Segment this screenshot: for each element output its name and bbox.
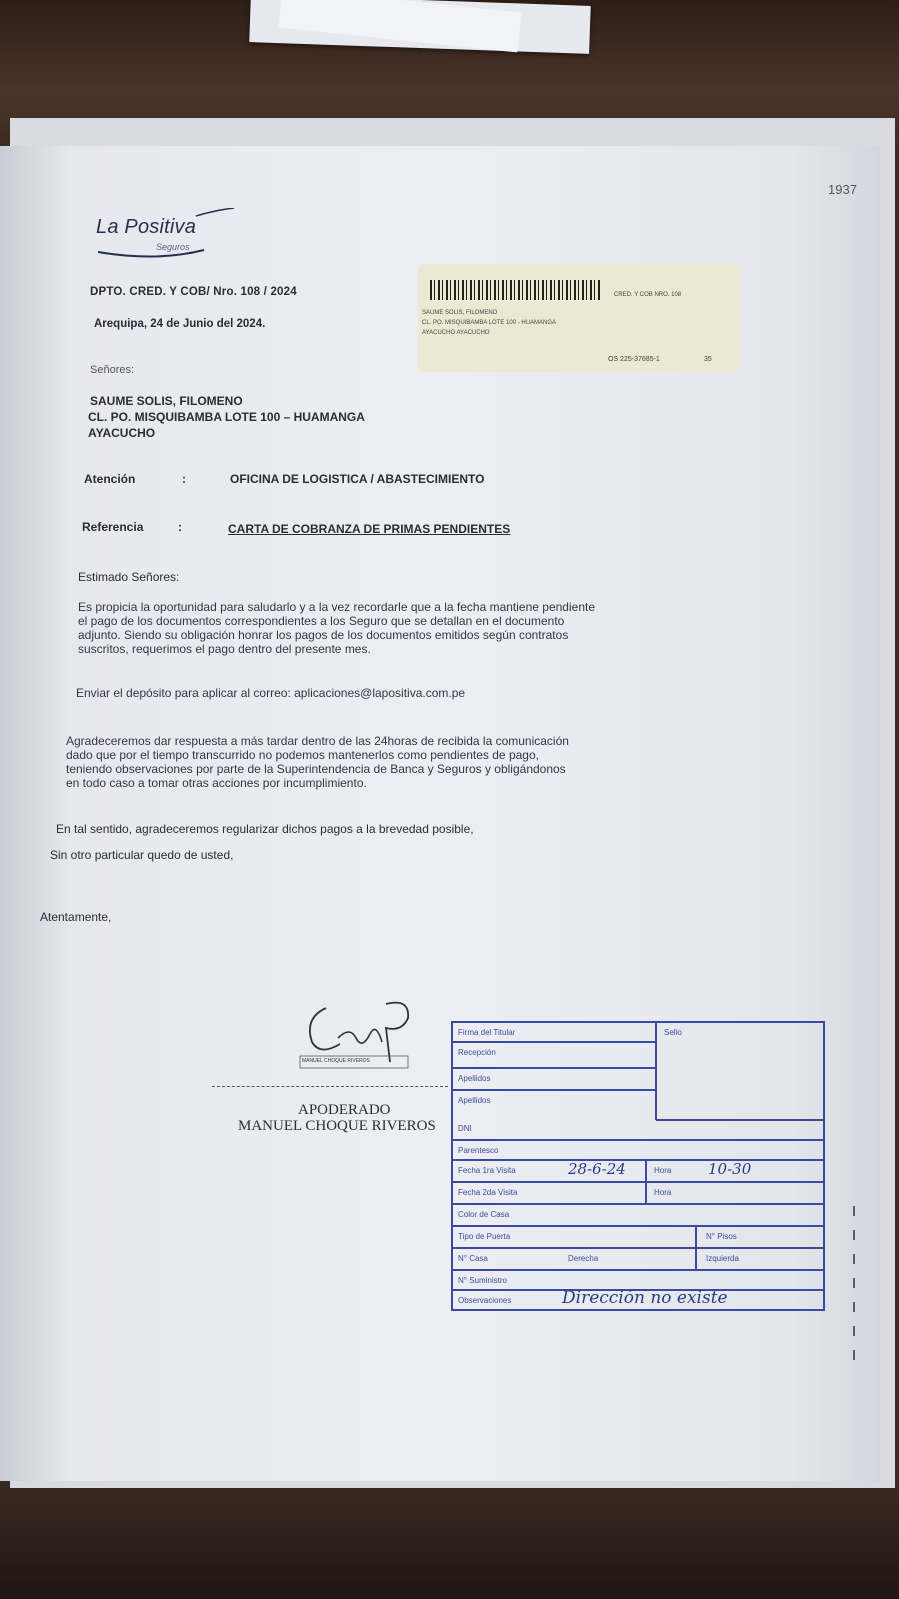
- form-label: Fecha 2da Visita: [458, 1188, 518, 1197]
- label-pieces: 35: [704, 356, 712, 363]
- paragraph-4: En tal sentido, agradeceremos regularizar dichos pagos a la brevedad posible,: [56, 822, 474, 836]
- form-label: Observaciones: [458, 1296, 512, 1305]
- paragraph-line: Agradeceremos dar respuesta a más tardar dentro de las 24horas de recibida la comunicación: [66, 734, 569, 748]
- reference-colon: :: [178, 520, 182, 534]
- form-label: Apellidos: [458, 1096, 491, 1105]
- form-label: Sello: [664, 1028, 682, 1037]
- attention-label: Atención: [84, 472, 136, 486]
- delivery-stamp-form: [450, 1020, 828, 1314]
- deposit-instruction: Enviar el depósito para aplicar al correo: aplicaciones@lapositiva.com.pe: [76, 686, 466, 700]
- logo-text: La Positiva: [96, 216, 197, 238]
- form-label: N° Pisos: [706, 1232, 737, 1241]
- signer-role: APODERADO: [298, 1102, 391, 1118]
- label-address: CL. PO. MISQUIBAMBA LOTE 100 - HUAMANGA: [422, 320, 557, 326]
- barcode-icon: [430, 280, 600, 300]
- handwritten-signature: [290, 998, 450, 1078]
- label-code: CRED. Y COB NRO. 108: [614, 292, 682, 298]
- form-label: Fecha 1ra Visita: [458, 1166, 516, 1175]
- recipient-city: AYACUCHO: [88, 426, 156, 440]
- paragraph-line: el pago de los documentos correspondientes a los Seguro que se detallan en el documento: [78, 614, 565, 628]
- handwritten-observation: Dirección no existe: [562, 1288, 728, 1308]
- logo-subtext: Seguros: [156, 242, 190, 252]
- signer-name: MANUEL CHOQUE RIVEROS: [238, 1118, 436, 1134]
- company-logo: [96, 208, 256, 268]
- form-label: Hora: [654, 1166, 672, 1175]
- recipient-address: CL. PO. MISQUIBAMBA LOTE 100 – HUAMANGA: [88, 410, 365, 424]
- reference-label: Referencia: [82, 520, 144, 534]
- edge-tick-marks: [846, 1206, 866, 1366]
- form-label: Color de Casa: [458, 1210, 510, 1219]
- table-surface-bottom: [0, 1480, 899, 1599]
- form-label: Tipo de Puerta: [458, 1232, 511, 1241]
- form-label: Derecha: [568, 1254, 599, 1263]
- reference-value: CARTA DE COBRANZA DE PRIMAS PENDIENTES: [228, 522, 511, 536]
- closing: Atentamente,: [40, 910, 112, 924]
- paragraph-line: Es propicia la oportunidad para saludarlo y a la vez recordarle que a la fecha mantiene pendiente: [78, 600, 595, 614]
- paragraph-line: adjunto. Siendo su obligación honrar los pagos de los documentos emitidos según contratos: [78, 628, 569, 642]
- paragraph-5: Sin otro particular quedo de usted,: [50, 848, 234, 862]
- form-label: N° Suministro: [458, 1276, 507, 1285]
- form-label: DNI: [458, 1124, 472, 1133]
- attention-colon: :: [182, 472, 186, 486]
- department-reference: DPTO. CRED. Y COB/ Nro. 108 / 2024: [90, 286, 297, 298]
- paragraph-line: en todo caso a tomar otras acciones por incumplimiento.: [66, 776, 367, 790]
- letter-page: [0, 146, 880, 1481]
- greeting: Estimado Señores:: [78, 570, 180, 584]
- form-label: Izquierda: [706, 1254, 739, 1263]
- form-label: Parentesco: [458, 1146, 499, 1155]
- paragraph-line: teniendo observaciones por parte de la Superintendencia de Banca y Seguros y obligándonos: [66, 762, 566, 776]
- form-label: Firma del Titular: [458, 1028, 516, 1037]
- shipping-label: [418, 264, 740, 372]
- paragraph-3: [66, 734, 569, 790]
- handwritten-date: 28-6-24: [568, 1160, 626, 1178]
- paragraph-line: suscritos, requerimos el pago dentro del presente mes.: [78, 642, 371, 656]
- signature-line: [212, 1086, 448, 1087]
- recipient-name: SAUME SOLIS, FILOMENO: [90, 394, 243, 408]
- paragraph-1: [78, 600, 595, 656]
- handwritten-time: 10-30: [708, 1160, 752, 1178]
- label-city: AYACUCHO AYACUCHO: [422, 330, 490, 336]
- salutation: Señores:: [90, 364, 135, 376]
- form-label: Apellidos: [458, 1074, 491, 1083]
- paragraph-line: dado que por el tiempo transcurrido no podemos mantenerlos como pendientes de pago,: [66, 748, 539, 762]
- attention-value: OFICINA DE LOGISTICA / ABASTECIMIENTO: [230, 472, 485, 486]
- signature-stamp: MANUEL CHOQUE RIVEROS: [302, 1058, 370, 1064]
- form-label: N° Casa: [458, 1254, 488, 1263]
- form-label: Recepción: [458, 1048, 496, 1057]
- label-name: SAUME SOLIS, FILOMENO: [422, 310, 498, 316]
- page-number: 1937: [828, 182, 857, 197]
- place-date: Arequipa, 24 de Junio del 2024.: [94, 318, 266, 330]
- label-tracking: OS 225-37685-1: [608, 356, 660, 363]
- form-label: Hora: [654, 1188, 672, 1197]
